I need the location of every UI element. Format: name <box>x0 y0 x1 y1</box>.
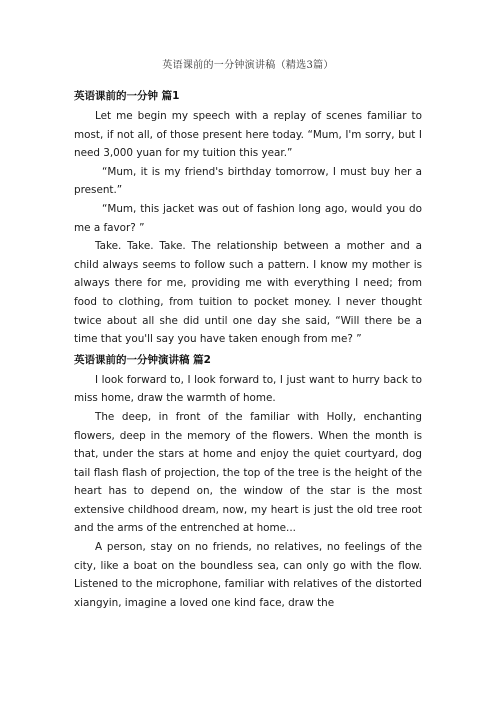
paragraph: Let me begin my speech with a replay of scenes familiar to most, if not all, of those present here today. “Mum, I'm sorry, but I need 3,000 yuan for my tuition this year.” <box>74 110 422 160</box>
paragraph: The deep, in front of the familiar with Holly, enchanting flowers, deep in the memory of the flowers. When the month is that, under the stars at home and enjoy the quiet courtyard, dog tail flash flash of projection, the top of the tree is the height of the heart has to depend on, the window of the star is the most extensive childhood dream, now, my heart is just the old tree root and the arms of the entrenched at home... <box>74 410 422 535</box>
document-title: 英语课前的一分钟演讲稿（精选3篇） <box>162 60 334 71</box>
section-heading: 英语课前的一分钟 篇1 <box>74 90 180 102</box>
section-heading: 英语课前的一分钟演讲稿 篇2 <box>74 353 211 366</box>
section-1 <box>74 87 422 349</box>
paragraph: I look forward to, I look forward to, I just want to hurry back to miss home, draw the warmth of home. <box>74 373 422 405</box>
section-2 <box>74 351 422 613</box>
paragraph: A person, stay on no friends, no relatives, no feelings of the city, like a boat on the boundless sea, can only go with the flow. Listened to the microphone, familiar with relatives of the distorted xiangyin, imagine a loved one kind face, draw the <box>74 541 422 609</box>
paragraph: Take. Take. Take. The relationship between a mother and a child always seems to follow such a pattern. I know my mother is always there for me, providing me with everything I need; from food to clothing, from tuition to pocket money. I never thought twice about all she did until one day she said, “Will there be a time that you'll say you have taken enough from me? ” <box>74 240 422 346</box>
paragraph: “Mum, this jacket was out of fashion long ago, would you do me a favor? ” <box>74 202 422 234</box>
paragraph: “Mum, it is my friend's birthday tomorrow, I must buy her a present.” <box>74 165 422 197</box>
